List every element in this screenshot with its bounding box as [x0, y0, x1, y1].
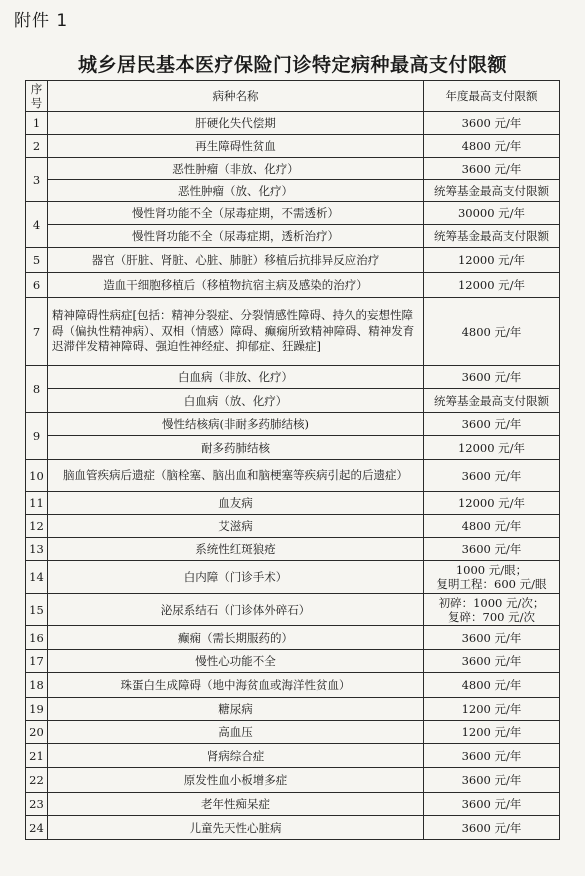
- disease-name: 癫痫（需长期服药的）: [48, 626, 424, 650]
- annual-limit: 1200 元/年: [424, 721, 560, 744]
- disease-name: 肝硬化失代偿期: [48, 112, 424, 135]
- annual-limit: 12000 元/年: [424, 436, 560, 460]
- disease-name: 慢性心功能不全: [48, 650, 424, 673]
- table-row: [26, 298, 560, 366]
- row-number: 2: [26, 135, 48, 158]
- annual-limit: 3600 元/年: [424, 460, 560, 492]
- annual-limit: 3600 元/年: [424, 413, 560, 436]
- table-row: [26, 225, 560, 248]
- annual-limit: 1000 元/眼； 复明工程：600 元/眼: [424, 561, 560, 594]
- row-number: 13: [26, 538, 48, 561]
- annual-limit: 3600 元/年: [424, 158, 560, 180]
- row-number: 21: [26, 744, 48, 768]
- table-row: [26, 673, 560, 698]
- annual-limit: 3600 元/年: [424, 112, 560, 135]
- header-limit: 年度最高支付限额: [424, 81, 560, 112]
- table-row: [26, 561, 560, 594]
- table-row: [26, 594, 560, 626]
- disease-name: 器官（肝脏、肾脏、心脏、肺脏）移植后抗排异反应治疗: [48, 248, 424, 273]
- annual-limit: 4800 元/年: [424, 135, 560, 158]
- row-number: 1: [26, 112, 48, 135]
- row-number: 16: [26, 626, 48, 650]
- table-row: [26, 492, 560, 515]
- annual-limit: 3600 元/年: [424, 768, 560, 793]
- table-row: [26, 273, 560, 298]
- disease-name: 白内障（门诊手术）: [48, 561, 424, 594]
- disease-name: 慢性肾功能不全（尿毒症期，不需透析）: [48, 202, 424, 225]
- disease-name: 慢性结核病(非耐多药肺结核): [48, 413, 424, 436]
- table-row: [26, 793, 560, 816]
- row-number: 7: [26, 298, 48, 366]
- disease-name: 白血病（放、化疗）: [48, 389, 424, 413]
- table-row: [26, 626, 560, 650]
- row-number: 6: [26, 273, 48, 298]
- disease-name: 恶性肿瘤（放、化疗）: [48, 180, 424, 202]
- disease-name: 血友病: [48, 492, 424, 515]
- disease-name: 白血病（非放、化疗）: [48, 366, 424, 389]
- annual-limit: 12000 元/年: [424, 273, 560, 298]
- header-no: 序号: [26, 81, 48, 112]
- row-number: 4: [26, 202, 48, 248]
- annual-limit: 4800 元/年: [424, 673, 560, 698]
- table-row: [26, 158, 560, 180]
- row-number: 11: [26, 492, 48, 515]
- row-number: 20: [26, 721, 48, 744]
- row-number: 14: [26, 561, 48, 594]
- table-row: [26, 135, 560, 158]
- annual-limit: 12000 元/年: [424, 248, 560, 273]
- annual-limit: 4800 元/年: [424, 298, 560, 366]
- disease-name: 泌尿系结石（门诊体外碎石）: [48, 594, 424, 626]
- disease-name: 造血干细胞移植后（移植物抗宿主病及感染的治疗）: [48, 273, 424, 298]
- row-number: 8: [26, 366, 48, 413]
- table-row: [26, 650, 560, 673]
- row-number: 3: [26, 158, 48, 202]
- table-row: [26, 436, 560, 460]
- table-row: [26, 389, 560, 413]
- table-row: [26, 515, 560, 538]
- annual-limit: 30000 元/年: [424, 202, 560, 225]
- disease-name: 肾病综合症: [48, 744, 424, 768]
- table-row: [26, 366, 560, 389]
- annual-limit: 12000 元/年: [424, 492, 560, 515]
- annual-limit: 1200 元/年: [424, 698, 560, 721]
- table-row: [26, 180, 560, 202]
- table-header-row: [26, 81, 560, 112]
- annual-limit: 统筹基金最高支付限额: [424, 180, 560, 202]
- disease-name: 脑血管疾病后遗症（脑栓塞、脑出血和脑梗塞等疾病引起的后遗症）: [48, 460, 424, 492]
- annual-limit: 3600 元/年: [424, 744, 560, 768]
- row-number: 5: [26, 248, 48, 273]
- table-row: [26, 538, 560, 561]
- table-row: [26, 698, 560, 721]
- row-number: 18: [26, 673, 48, 698]
- row-number: 10: [26, 460, 48, 492]
- annual-limit: 4800 元/年: [424, 515, 560, 538]
- row-number: 24: [26, 816, 48, 840]
- annual-limit: 3600 元/年: [424, 538, 560, 561]
- table-row: [26, 460, 560, 492]
- annual-limit: 初碎：1000 元/次； 复碎：700 元/次: [424, 594, 560, 626]
- attachment-label: 附件 1: [14, 11, 69, 31]
- row-number: 23: [26, 793, 48, 816]
- table-row: [26, 816, 560, 840]
- table-row: [26, 202, 560, 225]
- disease-name: 精神障碍性病症[包括：精神分裂症、分裂情感性障碍、持久的妄想性障碍（偏执性精神病）、双相（情感）障碍、癫痫所致精神障碍、精神发育迟滞伴发精神障碍、强迫性神经症、抑郁症、狂躁症]: [48, 298, 424, 366]
- table-row: [26, 112, 560, 135]
- disease-name: 老年性痴呆症: [48, 793, 424, 816]
- table-row: [26, 721, 560, 744]
- annual-limit: 3600 元/年: [424, 793, 560, 816]
- disease-limit-table: [25, 80, 560, 840]
- table-row: [26, 248, 560, 273]
- table-row: [26, 768, 560, 793]
- disease-name: 高血压: [48, 721, 424, 744]
- row-number: 9: [26, 413, 48, 460]
- disease-name: 恶性肿瘤（非放、化疗）: [48, 158, 424, 180]
- disease-name: 再生障碍性贫血: [48, 135, 424, 158]
- disease-name: 系统性红斑狼疮: [48, 538, 424, 561]
- row-number: 15: [26, 594, 48, 626]
- disease-name: 艾滋病: [48, 515, 424, 538]
- table-body: [26, 112, 560, 840]
- disease-name: 慢性肾功能不全（尿毒症期，透析治疗）: [48, 225, 424, 248]
- disease-name: 耐多药肺结核: [48, 436, 424, 460]
- disease-name: 珠蛋白生成障碍（地中海贫血或海洋性贫血）: [48, 673, 424, 698]
- row-number: 12: [26, 515, 48, 538]
- annual-limit: 3600 元/年: [424, 816, 560, 840]
- row-number: 19: [26, 698, 48, 721]
- row-number: 22: [26, 768, 48, 793]
- annual-limit: 统筹基金最高支付限额: [424, 225, 560, 248]
- table-row: [26, 744, 560, 768]
- annual-limit: 3600 元/年: [424, 626, 560, 650]
- disease-name: 儿童先天性心脏病: [48, 816, 424, 840]
- annual-limit: 3600 元/年: [424, 366, 560, 389]
- row-number: 17: [26, 650, 48, 673]
- document-title: 城乡居民基本医疗保险门诊特定病种最高支付限额: [77, 54, 507, 76]
- table-row: [26, 413, 560, 436]
- header-disease: 病种名称: [48, 81, 424, 112]
- annual-limit: 统筹基金最高支付限额: [424, 389, 560, 413]
- disease-name: 原发性血小板增多症: [48, 768, 424, 793]
- disease-name: 糖尿病: [48, 698, 424, 721]
- annual-limit: 3600 元/年: [424, 650, 560, 673]
